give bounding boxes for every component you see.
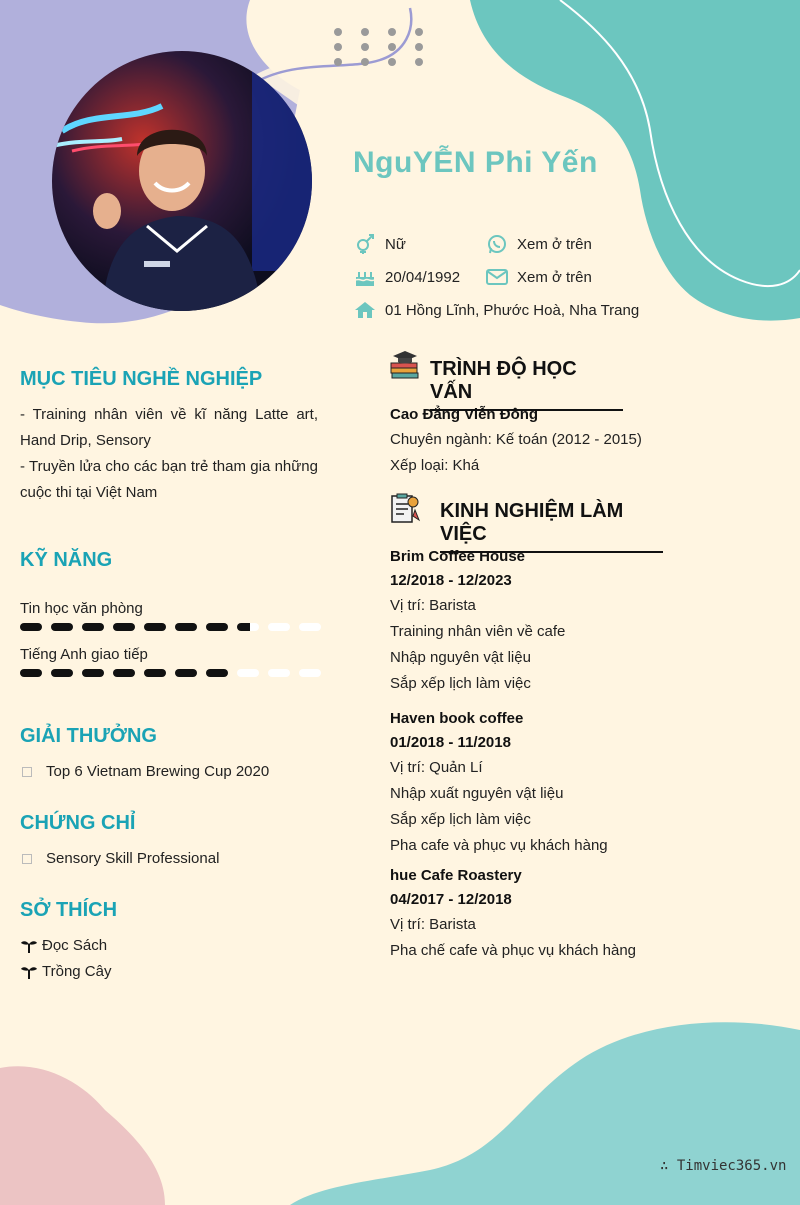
skill-dot	[175, 669, 197, 677]
skill-dot	[144, 623, 166, 631]
bullet-icon	[22, 767, 32, 777]
bullet-icon	[22, 854, 32, 864]
certificate-text: Sensory Skill Professional	[46, 850, 220, 867]
skill-dot	[237, 623, 259, 631]
skills-title: KỸ NĂNG	[20, 549, 113, 571]
skill-dot	[206, 669, 228, 677]
email-icon	[486, 267, 508, 287]
watermark-text: Timviec365.vn	[676, 1158, 787, 1174]
skill-dot	[144, 669, 166, 677]
objective-text	[20, 402, 318, 506]
skill-dot	[299, 669, 321, 677]
school-name: Cao Đẳng Viễn Đông	[390, 406, 539, 423]
skill-dot	[206, 623, 228, 631]
phone-value: Xem ở trên	[517, 235, 592, 253]
skill-rating-1	[20, 623, 321, 631]
email-row	[486, 267, 592, 287]
experience-title: KINH NGHIỆM LÀM VIỆC	[440, 500, 663, 553]
gender-icon	[354, 234, 376, 254]
gender-row	[354, 234, 406, 254]
job-company: Haven book coffee	[390, 710, 524, 727]
job-line: Pha cafe và phục vụ khách hàng	[390, 837, 608, 854]
profile-photo	[52, 51, 312, 311]
skill-label: Tiếng Anh giao tiếp	[20, 646, 148, 663]
job-line: Vị trí: Barista	[390, 916, 476, 933]
job-company: Brim Coffee House	[390, 548, 526, 565]
skill-dot	[113, 669, 135, 677]
whatsapp-icon	[486, 234, 508, 254]
job-line: Sắp xếp lịch làm việc	[390, 811, 531, 828]
dots-decoration	[330, 25, 430, 70]
skill-dot	[268, 623, 290, 631]
full-name: NguYỄN Phi Yến	[353, 146, 598, 179]
skill-label: Tin học văn phòng	[20, 600, 143, 617]
job-line: Sắp xếp lịch làm việc	[390, 675, 531, 692]
gender-value: Nữ	[385, 235, 406, 253]
job-period: 04/2017 - 12/2018	[390, 891, 512, 908]
education-major: Chuyên ngành: Kế toán (2012 - 2015)	[390, 431, 642, 448]
job-period: 12/2018 - 12/2023	[390, 572, 512, 589]
skill-dot	[20, 669, 42, 677]
skill-dot	[82, 623, 104, 631]
skill-dot	[113, 623, 135, 631]
education-grade: Xếp loại: Khá	[390, 457, 480, 474]
hobby-text: Đọc Sách	[42, 937, 108, 954]
hobby-item	[20, 963, 111, 980]
objective-line: - Training nhân viên về kĩ năng Latte art, Hand Drip, Sensory	[20, 406, 318, 449]
job-period: 01/2018 - 11/2018	[390, 734, 511, 751]
education-title: TRÌNH ĐỘ HỌC VẤN	[430, 358, 623, 411]
skill-dot	[51, 623, 73, 631]
certificate-item	[20, 850, 219, 867]
job-line: Nhập xuất nguyên vật liệu	[390, 785, 564, 802]
birthday-value: 20/04/1992	[385, 268, 461, 286]
objective-line: - Truyền lửa cho các bạn trẻ tham gia những cuộc thi tại Việt Nam	[20, 458, 318, 501]
birthday-row	[354, 267, 460, 287]
skill-dot	[20, 623, 42, 631]
skill-dot	[175, 623, 197, 631]
sprout-icon	[20, 965, 38, 979]
awards-title: GIẢI THƯỞNG	[20, 725, 157, 747]
job-line: Pha chế cafe và phục vụ khách hàng	[390, 942, 637, 959]
email-value: Xem ở trên	[517, 268, 592, 286]
phone-row	[486, 234, 592, 254]
hobby-item	[20, 937, 107, 954]
job-line: Vị trí: Quản Lí	[390, 759, 483, 776]
job-company: hue Cafe Roastery	[390, 867, 522, 884]
job-line: Nhập nguyên vật liệu	[390, 649, 531, 666]
job-line: Training nhân viên về cafe	[390, 623, 566, 640]
skill-rating-2	[20, 669, 321, 677]
award-item	[20, 763, 269, 780]
address-value: 01 Hồng Lĩnh, Phước Hoà, Nha Trang	[385, 301, 640, 319]
job-line: Vị trí: Barista	[390, 597, 476, 614]
work-clipboard-icon	[389, 492, 421, 524]
home-icon	[354, 300, 376, 320]
skill-dot	[237, 669, 259, 677]
skill-dot	[51, 669, 73, 677]
skill-dot	[268, 669, 290, 677]
skill-dot	[82, 669, 104, 677]
cake-icon	[354, 267, 376, 287]
graduation-books-icon	[389, 350, 421, 382]
sprout-icon	[20, 939, 38, 953]
award-text: Top 6 Vietnam Brewing Cup 2020	[46, 763, 270, 780]
address-row	[354, 300, 639, 320]
hobby-text: Trồng Cây	[42, 963, 112, 980]
objective-title: MỤC TIÊU NGHỀ NGHIỆP	[20, 368, 263, 390]
certificates-title: CHỨNG CHỈ	[20, 812, 136, 834]
hobbies-title: SỞ THÍCH	[20, 899, 118, 921]
skill-dot	[299, 623, 321, 631]
watermark: ∴ Timviec365.vn	[660, 1158, 787, 1174]
